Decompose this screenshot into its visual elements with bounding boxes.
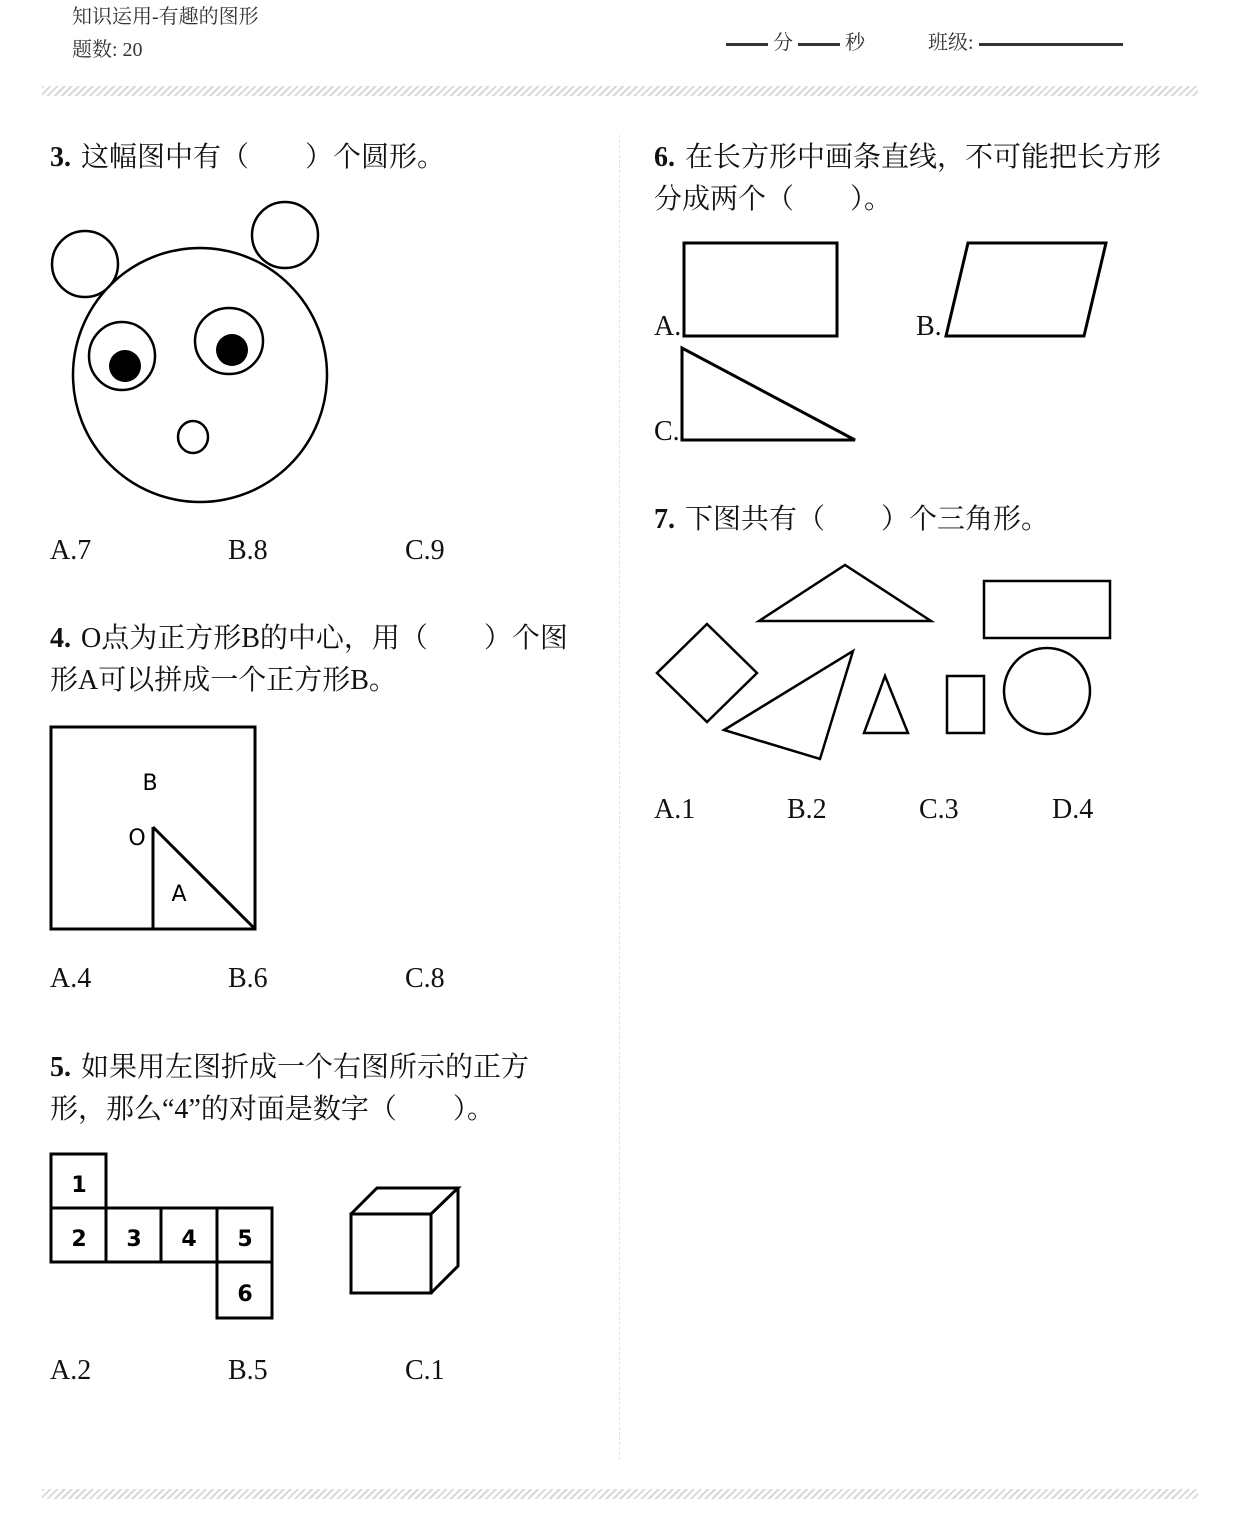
minutes-label: 分 bbox=[773, 32, 793, 54]
label-o: O bbox=[128, 826, 146, 851]
question-6-text: 在长方形中画条直线，不可能把长方形分成两个（ ）。 bbox=[654, 142, 1162, 215]
question-3-number: 3. bbox=[50, 142, 71, 173]
q7-option-d[interactable]: D.4 bbox=[1052, 794, 1094, 825]
class-label: 班级: bbox=[928, 32, 974, 54]
q4-option-b[interactable]: B.6 bbox=[228, 963, 268, 994]
q7-triangle-small bbox=[864, 676, 908, 733]
worksheet-title: 知识运用-有趣的图形 bbox=[72, 6, 259, 28]
net-face-5: 5 bbox=[237, 1227, 253, 1252]
net-face-1: 1 bbox=[71, 1173, 87, 1198]
net-face-4: 4 bbox=[181, 1227, 197, 1252]
q7-circle bbox=[1004, 648, 1090, 734]
label-b: B bbox=[142, 771, 158, 796]
q7-option-a[interactable]: A.1 bbox=[654, 794, 696, 825]
question-7-text: 下图共有（ ）个三角形。 bbox=[685, 504, 1050, 535]
question-5-number: 5. bbox=[50, 1052, 71, 1083]
q7-triangle-top bbox=[759, 565, 931, 621]
q5-option-b[interactable]: B.5 bbox=[228, 1355, 268, 1386]
q7-rectangle bbox=[984, 581, 1110, 638]
question-4-number: 4. bbox=[50, 623, 71, 654]
q3-option-a[interactable]: A.7 bbox=[50, 535, 92, 566]
cube-drawing bbox=[351, 1188, 458, 1293]
label-a: A bbox=[171, 882, 187, 907]
q6-option-b[interactable]: B. bbox=[916, 311, 942, 342]
net-face-6: 6 bbox=[237, 1282, 253, 1307]
seconds-label: 秒 bbox=[845, 32, 865, 54]
q3-option-b[interactable]: B.8 bbox=[228, 535, 268, 566]
q7-small-rectangle bbox=[947, 676, 984, 733]
question-count: 题数: 20 bbox=[72, 39, 143, 61]
net-face-2: 2 bbox=[71, 1227, 87, 1252]
q5-option-a[interactable]: A.2 bbox=[50, 1355, 92, 1386]
q7-diamond bbox=[657, 624, 757, 722]
q6-option-c[interactable]: C. bbox=[654, 416, 680, 447]
q4-option-c[interactable]: C.8 bbox=[405, 963, 445, 994]
question-7-number: 7. bbox=[654, 504, 675, 535]
question-5-text: 如果用左图折成一个右图所示的正方形，那么“4”的对面是数字（ ）。 bbox=[50, 1052, 530, 1125]
net-face-3: 3 bbox=[126, 1227, 142, 1252]
q5-option-c[interactable]: C.1 bbox=[405, 1355, 445, 1386]
question-4-text: O点为正方形B的中心，用（ ）个图形A可以拼成一个正方形B。 bbox=[50, 623, 568, 696]
question-6-number: 6. bbox=[654, 142, 675, 173]
q4-option-a[interactable]: A.4 bbox=[50, 963, 92, 994]
question-3-text: 这幅图中有（ ）个圆形。 bbox=[81, 142, 446, 173]
footer-divider bbox=[42, 1489, 1198, 1499]
q6-option-a[interactable]: A. bbox=[654, 311, 682, 342]
q7-option-c[interactable]: C.3 bbox=[919, 794, 959, 825]
q7-option-b[interactable]: B.2 bbox=[787, 794, 827, 825]
q3-option-c[interactable]: C.9 bbox=[405, 535, 445, 566]
q7-triangle-slanted bbox=[724, 651, 853, 759]
